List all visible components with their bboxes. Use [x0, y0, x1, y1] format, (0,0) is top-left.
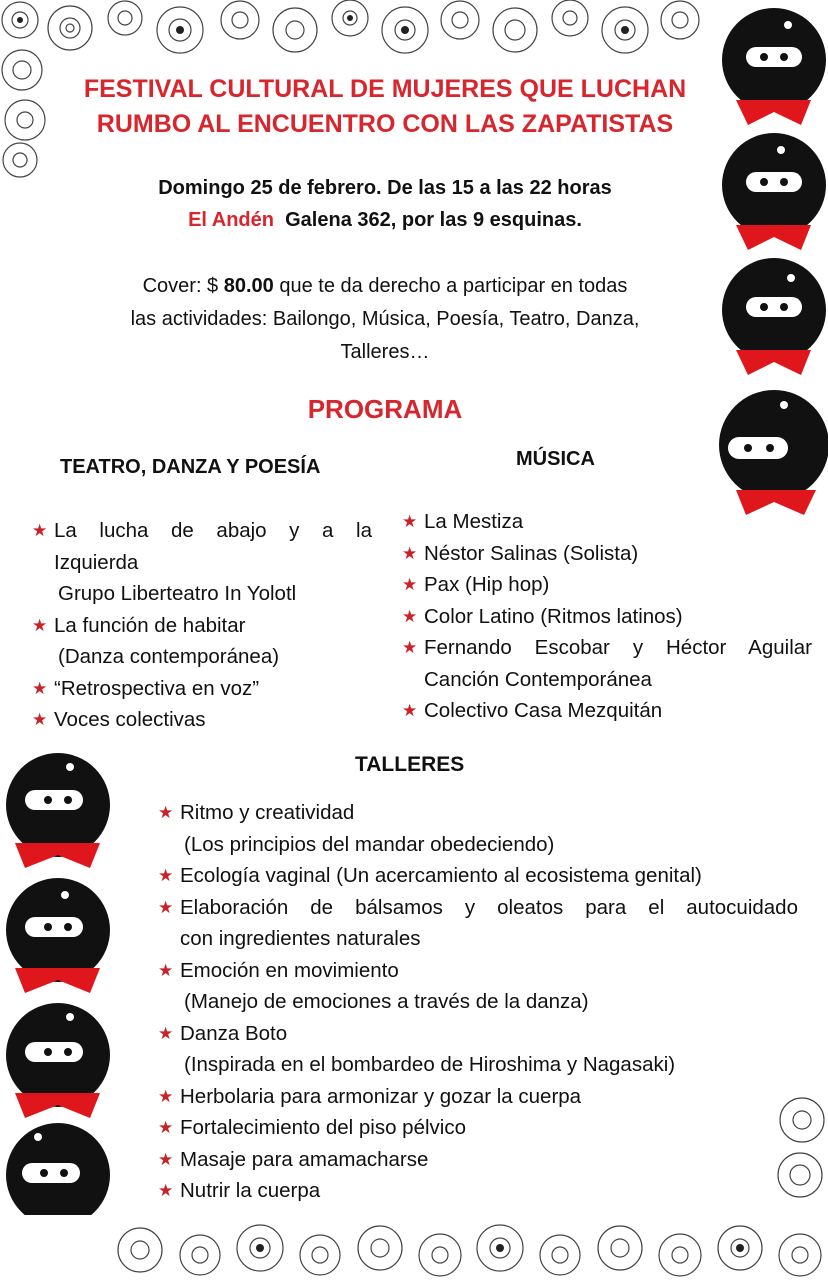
title-line-1: FESTIVAL CULTURAL DE MUJERES QUE LUCHAN [83, 75, 687, 103]
programa-heading: PROGRAMA [307, 394, 463, 424]
cover-amount: 80.00 [223, 275, 274, 297]
venue-address: Galena 362, por las 9 esquinas. [285, 209, 582, 231]
list-item: ★ Nutrir la cuerpa [158, 1175, 798, 1207]
star-icon: ★ [402, 512, 418, 531]
star-icon: ★ [158, 1086, 174, 1106]
star-icon: ★ [158, 866, 174, 885]
list-item: ★ La Mestiza [402, 506, 812, 538]
star-icon: ★ [402, 606, 418, 626]
event-venue [60, 204, 710, 237]
list-item: ★ Elaboración de bálsamos y oleatos para el autocuidado con ingredientes naturales [158, 892, 798, 955]
cover-line-2: las actividades: Bailongo, Música, Poesía, Teatro, Danza, [130, 308, 640, 330]
star-icon: ★ [158, 1181, 174, 1200]
list-item: ★ Fortalecimiento del piso pélvico [158, 1112, 798, 1144]
list-item: ★ La lucha de abajo y a la Izquierda Grupo Liberteatro In Yolotl [32, 515, 372, 610]
musica-heading: MÚSICA [516, 448, 595, 470]
star-icon: ★ [32, 521, 48, 540]
flower-border-left [0, 0, 55, 180]
list-item: ★ Danza Boto (Inspirada en el bombardeo de Hiroshima y Nagasaki) [158, 1018, 798, 1081]
list-item: ★ Ecología vaginal (Un acercamiento al ecosistema genital) [158, 860, 798, 892]
list-item: ★ Emoción en movimiento (Manejo de emociones a través de la danza) [158, 955, 798, 1018]
list-item: ★ Color Latino (Ritmos latinos) [402, 601, 812, 633]
teatro-heading: TEATRO, DANZA Y POESÍA [60, 456, 321, 478]
list-item: ★ Herbolaria para armonizar y gozar la cuerpa [158, 1081, 798, 1113]
musica-list [402, 506, 812, 727]
list-item: ★ Colectivo Casa Mezquitán [402, 695, 812, 727]
festival-title [60, 72, 710, 142]
flower-border-bottom [0, 1210, 828, 1280]
star-icon: ★ [32, 678, 48, 698]
list-item: ★ Masaje para amamacharse [158, 1144, 798, 1176]
cover-info [60, 270, 710, 369]
list-item: ★ Voces colectivas [32, 704, 372, 736]
title-line-2: RUMBO AL ENCUENTRO CON LAS ZAPATISTAS [96, 110, 674, 138]
cover-line-1 [60, 270, 710, 303]
venue-name: El Andén [188, 209, 274, 231]
star-icon: ★ [402, 701, 418, 720]
list-item: ★ Néstor Salinas (Solista) [402, 538, 812, 570]
talleres-list [158, 797, 798, 1207]
cover-line-1-rest: que te da derecho a participar en todas [273, 275, 628, 297]
cover-line-3: Talleres… [340, 341, 430, 363]
star-icon: ★ [158, 1118, 174, 1137]
list-item: ★ Pax (Hip hop) [402, 569, 812, 601]
teatro-list [32, 515, 372, 736]
list-item: ★ Fernando Escobar y Héctor Aguilar Canción Contemporánea [402, 632, 812, 695]
star-icon: ★ [32, 615, 48, 635]
star-icon: ★ [158, 897, 174, 917]
star-icon: ★ [32, 710, 48, 729]
event-date: Domingo 25 de febrero. De las 15 a las 22 horas [158, 177, 612, 199]
flower-border-top [0, 0, 828, 68]
zapatista-doll-icon-stack-left [0, 745, 115, 1215]
list-item: ★ “Retrospectiva en voz” [32, 673, 372, 705]
star-icon: ★ [158, 1149, 174, 1169]
cover-prefix: Cover: $ [142, 275, 224, 297]
star-icon: ★ [402, 575, 418, 594]
star-icon: ★ [158, 960, 174, 980]
star-icon: ★ [158, 803, 174, 822]
list-item: ★ Ritmo y creatividad (Los principios del mandar obedeciendo) [158, 797, 798, 860]
talleres-heading: TALLERES [355, 753, 465, 776]
star-icon: ★ [402, 543, 418, 563]
star-icon: ★ [158, 1023, 174, 1043]
zapatista-doll-icon-stack-right [706, 0, 828, 540]
star-icon: ★ [402, 638, 418, 657]
list-item: ★ La función de habitar (Danza contemporánea) [32, 610, 372, 673]
